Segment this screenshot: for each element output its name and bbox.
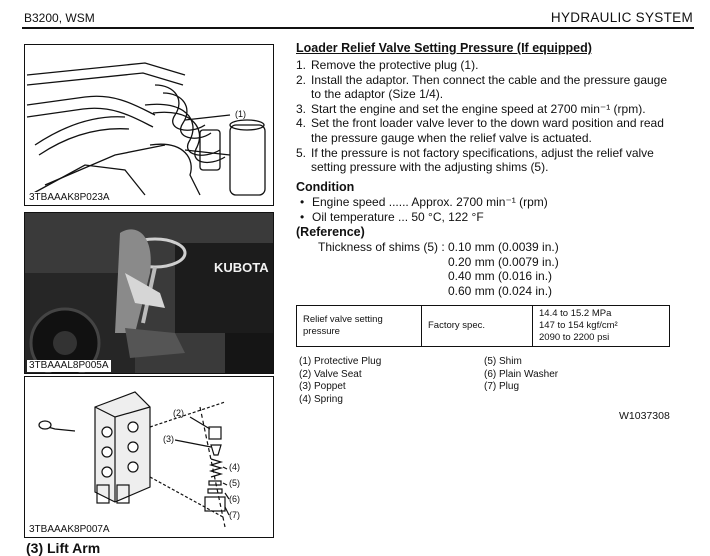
header-rule bbox=[22, 27, 694, 29]
figure-valve-exploded bbox=[24, 376, 274, 538]
document-code: W1037308 bbox=[619, 410, 670, 422]
part-item: (6) Plain Washer bbox=[484, 368, 559, 380]
condition-list bbox=[300, 195, 548, 224]
condition-item: • Oil temperature ... 50 °C, 122 °F bbox=[300, 209, 484, 224]
kubota-logo: KUBOTA bbox=[214, 260, 269, 275]
shim-label: Thickness of shims (5) : bbox=[318, 240, 445, 254]
part-item: (7) Plug bbox=[484, 381, 520, 392]
shim-value: 0.20 mm (0.0079 in.) bbox=[448, 254, 559, 269]
part-item: (3) Poppet bbox=[299, 381, 346, 392]
figure-caption: 3TBAAAK8P023A bbox=[29, 192, 110, 203]
shim-value: 0.40 mm (0.016 in.) bbox=[448, 269, 553, 284]
shim-value: 0.60 mm (0.024 in.) bbox=[448, 283, 553, 298]
next-section-heading: (3) Lift Arm bbox=[26, 540, 101, 556]
shim-thickness-list bbox=[318, 240, 559, 298]
callout-1: (1) bbox=[235, 109, 246, 119]
condition-item: • Engine speed ...... Approx. 2700 min⁻¹ (rpm) bbox=[300, 195, 548, 209]
hoses-illustration bbox=[25, 45, 273, 205]
callout-2: (2) bbox=[173, 408, 184, 418]
step-item: 3. Start the engine and set the engine speed at 2700 min⁻¹ (rpm). bbox=[296, 101, 646, 116]
step-item: 2. Install the adaptor. Then connect the cable and the pressure gauge to the adaptor (Size 1/4). bbox=[296, 72, 668, 102]
header-model: B3200, WSM bbox=[24, 11, 95, 25]
spec-values: 14.4 to 15.2 MPa 147 to 154 kgf/cm² 2090 to 2200 psi bbox=[533, 306, 670, 347]
valve-illustration bbox=[25, 377, 273, 537]
procedure-steps bbox=[296, 58, 672, 175]
callout-3: (3) bbox=[163, 434, 174, 444]
callout-6: (6) bbox=[229, 494, 240, 504]
section-title: Loader Relief Valve Setting Pressure (If equipped) bbox=[296, 41, 592, 55]
figure-tractor-photo bbox=[24, 212, 274, 374]
parts-list-right bbox=[484, 356, 558, 394]
spec-type: Factory spec. bbox=[422, 306, 533, 347]
step-item: 1. Remove the protective plug (1). bbox=[296, 58, 479, 72]
condition-heading: Condition bbox=[296, 180, 355, 194]
part-item: (1) Protective Plug bbox=[299, 356, 382, 367]
figure-caption: 3TBAAAL8P005A bbox=[29, 360, 109, 371]
header-section: HYDRAULIC SYSTEM bbox=[550, 10, 693, 25]
callout-5: (5) bbox=[229, 478, 240, 488]
tractor-illustration bbox=[25, 213, 273, 373]
spec-item: Relief valve setting pressure bbox=[297, 306, 422, 347]
shim-value: 0.10 mm (0.0039 in.) bbox=[448, 240, 559, 254]
callout-4: (4) bbox=[229, 462, 240, 472]
spec-table bbox=[296, 305, 670, 347]
part-item: (4) Spring bbox=[299, 393, 343, 405]
parts-list-left bbox=[299, 356, 381, 406]
figure-hoses bbox=[24, 44, 274, 206]
step-item: 5. If the pressure is not factory specifications, adjust the relief valve setting pressure with the adjusting shims (5). bbox=[296, 145, 654, 175]
reference-heading: (Reference) bbox=[296, 225, 365, 239]
part-item: (2) Valve Seat bbox=[299, 368, 362, 380]
part-item: (5) Shim bbox=[484, 356, 522, 367]
step-item: 4. Set the front loader valve lever to the down ward position and read the pressure gauge when the relief valve is actuated. bbox=[296, 116, 664, 145]
callout-7: (7) bbox=[229, 510, 240, 520]
figure-caption: 3TBAAAK8P007A bbox=[29, 524, 110, 535]
